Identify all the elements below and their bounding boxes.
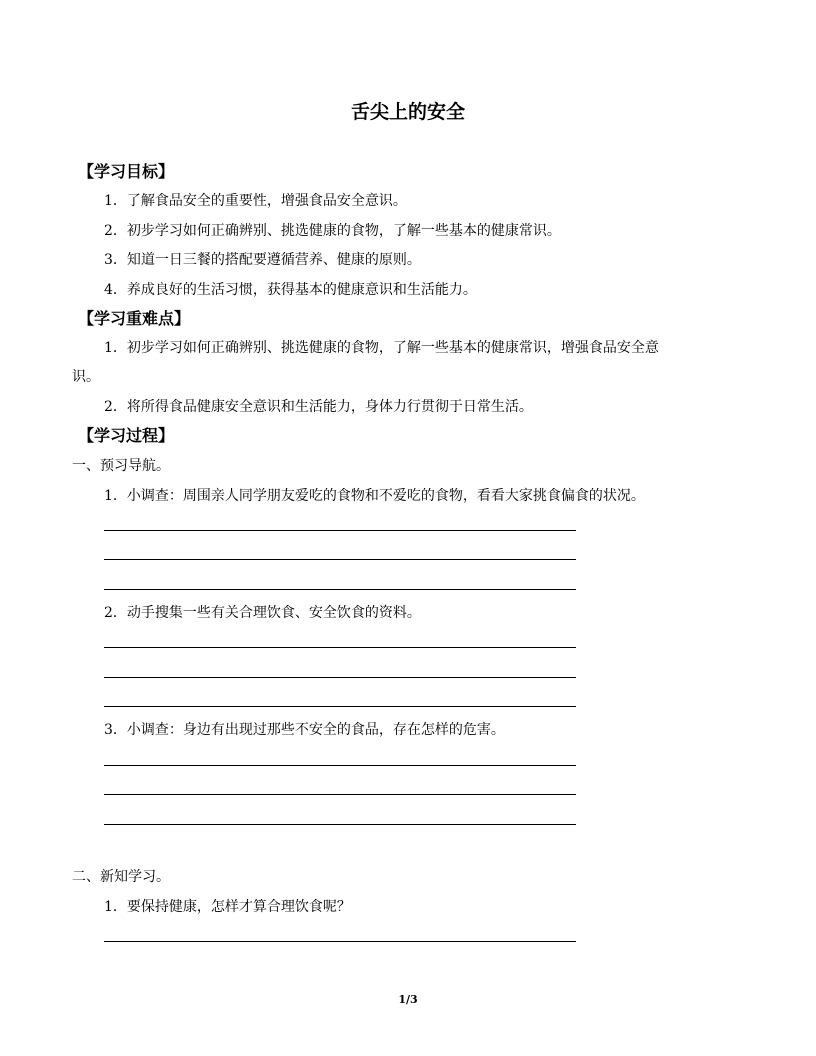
page-title: 舌尖上的安全 xyxy=(350,101,465,123)
key-point-item: 2．将所得食品健康安全意识和生活能力，身体力行贯彻于日常生活。 xyxy=(104,399,533,415)
objective-item: 4．养成良好的生活习惯，获得基本的健康意识和生活能力。 xyxy=(104,282,477,298)
section-heading-new-learning: 二、新知学习。 xyxy=(72,869,170,885)
key-point-item: 1．初步学习如何正确辨别、挑选健康的食物，了解一些基本的健康常识，增强食品安全意 xyxy=(104,340,659,356)
answer-line xyxy=(104,589,576,590)
answer-line xyxy=(104,647,576,648)
answer-line xyxy=(104,824,576,825)
task-item: 3．小调查：身边有出现过那些不安全的食品，存在怎样的危害。 xyxy=(104,722,505,738)
answer-line xyxy=(104,559,576,560)
answer-line xyxy=(104,530,576,531)
objective-item: 2．初步学习如何正确辨别、挑选健康的食物，了解一些基本的健康常识。 xyxy=(104,223,561,239)
answer-line xyxy=(104,765,576,766)
answer-line xyxy=(104,794,576,795)
page-number: 1/3 xyxy=(398,993,418,1006)
task-item: 2．动手搜集一些有关合理饮食、安全饮食的资料。 xyxy=(104,605,421,621)
objective-item: 1．了解食品安全的重要性，增强食品安全意识。 xyxy=(104,193,407,209)
answer-line xyxy=(104,941,576,942)
answer-line xyxy=(104,677,576,678)
objectives-heading: 【学习目标】 xyxy=(78,162,175,181)
section-heading-preview: 一、预习导航。 xyxy=(72,458,170,474)
answer-line xyxy=(104,706,576,707)
task-item: 1．小调查：周围亲人同学朋友爱吃的食物和不爱吃的食物，看看大家挑食偏食的状况。 xyxy=(104,488,645,504)
key-point-item-continuation: 识。 xyxy=(72,369,100,385)
task-item: 1．要保持健康，怎样才算合理饮食呢？ xyxy=(104,899,351,915)
objective-item: 3．知道一日三餐的搭配要遵循营养、健康的原则。 xyxy=(104,252,421,268)
process-heading: 【学习过程】 xyxy=(78,426,175,445)
key-points-heading: 【学习重难点】 xyxy=(78,309,191,328)
